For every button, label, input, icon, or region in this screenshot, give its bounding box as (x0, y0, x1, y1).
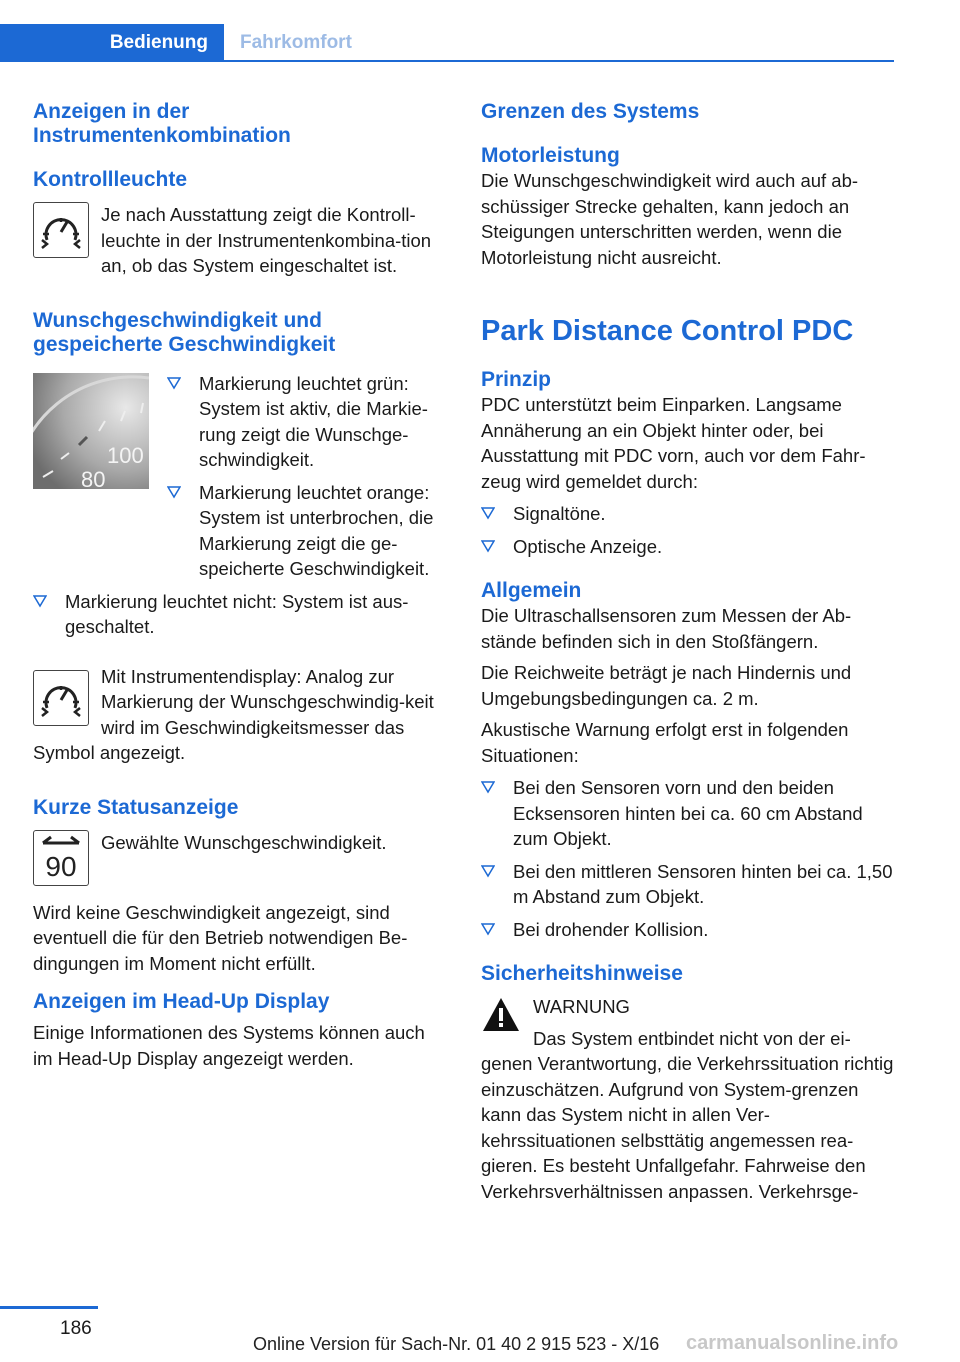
gauge-label-80: 80 (81, 466, 106, 489)
heading-motorleistung: Motorleistung (481, 144, 620, 167)
chapter-header (0, 0, 960, 62)
triangle-bullet-icon (167, 485, 181, 499)
warning-title: WARNUNG (533, 996, 630, 1017)
triangle-bullet-icon (33, 594, 47, 608)
allg-p3: Akustische Warnung erfolgt erst in folgenden Situationen: (481, 719, 849, 766)
bullet-gruen: Markierung leuchtet grün: System ist aktiv, die Markie-rung zeigt die Wunschge-schwindigkeit. (199, 372, 428, 470)
page-number: 186 (60, 1318, 92, 1339)
heading-head-up: Anzeigen im Head-Up Display (33, 990, 330, 1013)
cruise-control-icon (33, 202, 89, 258)
icon-speed-value: 90 (45, 850, 77, 882)
cruise-control-icon (33, 670, 89, 726)
heading-prinzip: Prinzip (481, 368, 552, 391)
prinzip-bullet: Signaltöne. (513, 503, 606, 524)
online-version-text: Online Version für Sach-Nr. 01 40 2 915 523 - X/16 (253, 1334, 660, 1354)
left-column (33, 100, 448, 1071)
triangle-bullet-icon (167, 376, 181, 390)
kein-text: Wird keine Geschwindigkeit angezeigt, sind eventuell die für den Betrieb notwendigen Be-dingungen im Moment nicht erfüllt. (33, 901, 408, 974)
allg-p1: Die Ultraschallsensoren zum Messen der Ab-stände befinden sich in den Stoßfängern. (481, 605, 852, 652)
instrument-text: Mit Instrumentendisplay: Analog zur Markierung der Wunschgeschwindig-keit wird im Geschwindigkeitsmesser das Symbol angezeigt. (33, 665, 434, 763)
gauge-label-100: 100 (107, 442, 144, 468)
heading-kurze-statusanzeige: Kurze Statusanzeige (33, 795, 239, 819)
list-item (167, 480, 448, 582)
list-item (481, 775, 896, 852)
warning-triangle-icon (481, 996, 521, 1034)
speed-90-icon (33, 830, 89, 886)
allg-bullet: Bei drohender Kollision. (513, 918, 709, 940)
kontroll-text: Je nach Ausstattung zeigt die Kontroll-leuchte in der Instrumentenkombina-tion an, ob das System eingeschaltet ist. (101, 204, 432, 276)
allg-bullet: Bei den Sensoren vorn und den beiden Ecksensoren hinten bei ca. 60 cm Abstand zum Objekt. (513, 777, 863, 849)
prinzip-bullet: Optische Anzeige. (513, 535, 663, 557)
heading-kontrollleuchte: Kontrollleuchte (33, 168, 188, 191)
heading-anzeigen: Anzeigen in der Instrumentenkombination (33, 100, 291, 147)
allg-p2: Die Reichweite beträgt je nach Hindernis und Umgebungsbedingungen ca. 2 m. (481, 662, 852, 709)
bullet-nicht: Markierung leuchtet nicht: System ist aus-geschaltet. (65, 590, 409, 637)
list-item (481, 917, 896, 943)
right-column (481, 100, 896, 1204)
list-item (33, 589, 448, 640)
list-item (167, 371, 448, 473)
triangle-bullet-icon (481, 780, 495, 794)
footer-rule (0, 1306, 98, 1309)
list-item (481, 859, 896, 910)
triangle-bullet-icon (481, 539, 495, 553)
header-rule (224, 60, 894, 62)
heading-sicherheitshinweise: Sicherheitshinweise (481, 962, 683, 985)
watermark: carmanualsonline.info (686, 1332, 899, 1354)
warning-text: Das System entbindet nicht von der ei-genen Verantwortung, die Verkehrssituation richtig einzuschätzen. Aufgrund von System-grenzen kann das System nicht in allen Ver-kehrssituationen selbsttätig angemessen rea-gieren. Es besteht Unfallgefahr. Fahrweise den Verkehrsverhältnissen anpassen. Verkehrsge- (481, 1027, 894, 1202)
tab-fahrkomfort[interactable]: Fahrkomfort (240, 32, 352, 53)
heading-allgemein: Allgemein (481, 579, 582, 602)
heading-grenzen: Grenzen des Systems (481, 100, 700, 123)
list-item (481, 534, 896, 560)
speedometer-image (33, 373, 149, 489)
tab-bedienung[interactable]: Bedienung (0, 24, 224, 62)
triangle-bullet-icon (481, 864, 495, 878)
kurz-text: Gewählte Wunschgeschwindigkeit. (101, 831, 387, 853)
hud-text: Einige Informationen des Systems können auch im Head-Up Display angezeigt werden. (33, 1022, 425, 1069)
bullet-orange: Markierung leuchtet orange: System ist unterbrochen, die Markierung zeigt die ge-speicherte Geschwindigkeit. (199, 481, 434, 579)
triangle-bullet-icon (481, 506, 495, 520)
prinzip-text: PDC unterstützt beim Einparken. Langsame Annäherung an ein Objekt hinter oder, bei Ausstattung mit PDC vorn, auch vor dem Fahr-zeug wird gemeldet durch: (481, 394, 866, 492)
allg-bullet: Bei den mittleren Sensoren hinten bei ca. 1,50 m Abstand zum Objekt. (513, 860, 893, 907)
heading-pdc: Park Distance Control PDC (481, 315, 854, 347)
heading-wunschgeschwindigkeit: Wunschgeschwindigkeit und gespeicherte Geschwindigkeit (33, 308, 336, 356)
motor-text: Die Wunschgeschwindigkeit wird auch auf ab-schüssiger Strecke gehalten, kann jedoch an Steigungen unterschritten werden, wenn die Motorleistung nicht ausreicht. (481, 170, 859, 268)
list-item (481, 501, 896, 527)
triangle-bullet-icon (481, 922, 495, 936)
